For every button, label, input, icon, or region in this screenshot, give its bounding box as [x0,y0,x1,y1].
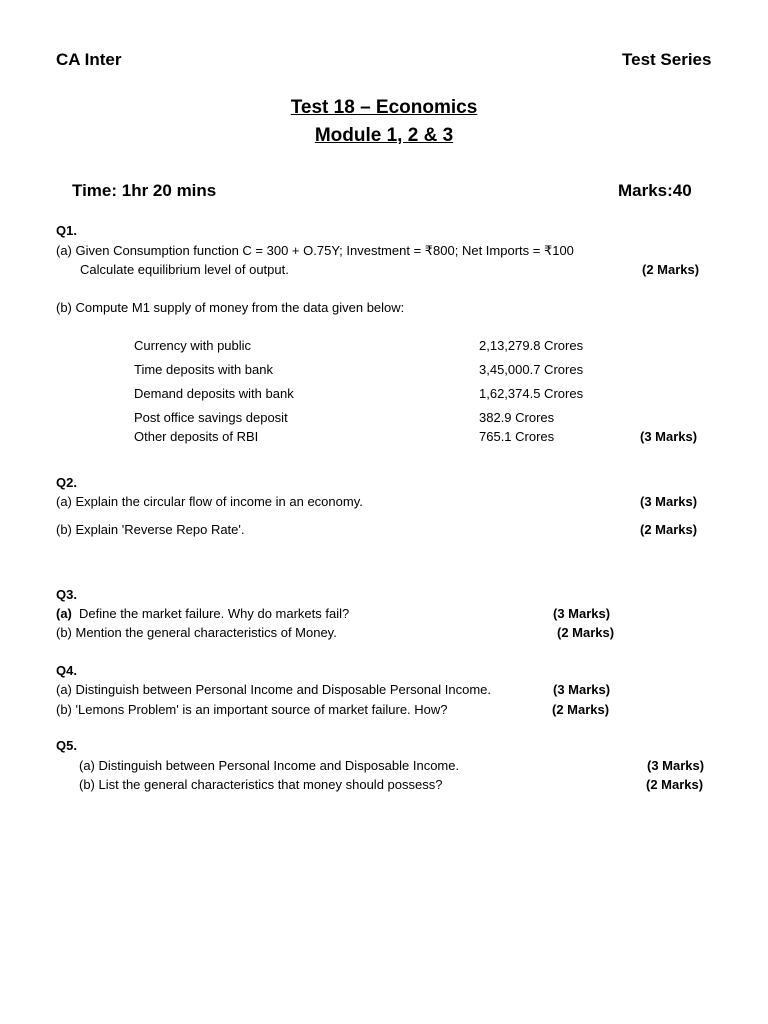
q4a-marks: (3 Marks) [553,682,611,697]
data-item: Currency with public [134,338,252,353]
q2a-text: (a) Explain the circular flow of income in an economy. [56,494,363,509]
q3b-text: (b) Mention the general characteristics of Money. [56,625,337,640]
data-value: 2,13,279.8 Crores [479,338,584,353]
q4a-text: (a) Distinguish between Personal Income and Disposable Personal Income. [56,682,492,697]
q3a-prefix: (a) [56,606,72,621]
q5a-marks: (3 Marks) [647,758,705,773]
q5-label: Q5. [56,738,77,753]
q3a-marks: (3 Marks) [553,606,611,621]
q5b-text: (b) List the general characteristics that money should possess? [79,777,443,792]
q1a-text: (a) Given Consumption function C = 300 + O.75Y; Investment = ₹800; Net Imports = ₹100 [56,243,574,258]
q3b-marks: (2 Marks) [557,625,615,640]
q5b-marks: (2 Marks) [646,777,704,792]
data-item: Post office savings deposit [134,410,288,425]
time-info: Time: 1hr 20 mins [72,181,217,200]
q2b-marks: (2 Marks) [640,522,698,537]
data-item: Other deposits of RBI [134,429,259,444]
q4b-marks: (2 Marks) [552,702,610,717]
header-right: Test Series [622,50,712,69]
data-value: 3,45,000.7 Crores [479,362,584,377]
q1a-text-cont: Calculate equilibrium level of output. [80,262,289,277]
q2a-marks: (3 Marks) [640,494,698,509]
q2-label: Q2. [56,475,77,490]
data-value: 382.9 Crores [479,410,555,425]
data-value: 1,62,374.5 Crores [479,386,584,401]
data-item: Time deposits with bank [134,362,273,377]
q1-label: Q1. [56,223,77,238]
data-value: 765.1 Crores [479,429,555,444]
q1a-marks: (2 Marks) [642,262,700,277]
total-marks: Marks:40 [618,181,692,200]
q1b-text: (b) Compute M1 supply of money from the data given below: [56,300,405,315]
q3-label: Q3. [56,587,77,602]
q1b-marks: (3 Marks) [640,429,698,444]
page-subtitle: Module 1, 2 & 3 [314,125,454,146]
q4-label: Q4. [56,663,77,678]
header-left: CA Inter [56,50,122,69]
q2b-text: (b) Explain 'Reverse Repo Rate'. [56,522,245,537]
q5a-text: (a) Distinguish between Personal Income and Disposable Income. [79,758,460,773]
page-title: Test 18 – Economics [290,97,478,118]
data-item: Demand deposits with bank [134,386,294,401]
q4b-text: (b) 'Lemons Problem' is an important source of market failure. How? [56,702,448,717]
q3a-text: Define the market failure. Why do markets fail? [79,606,350,621]
